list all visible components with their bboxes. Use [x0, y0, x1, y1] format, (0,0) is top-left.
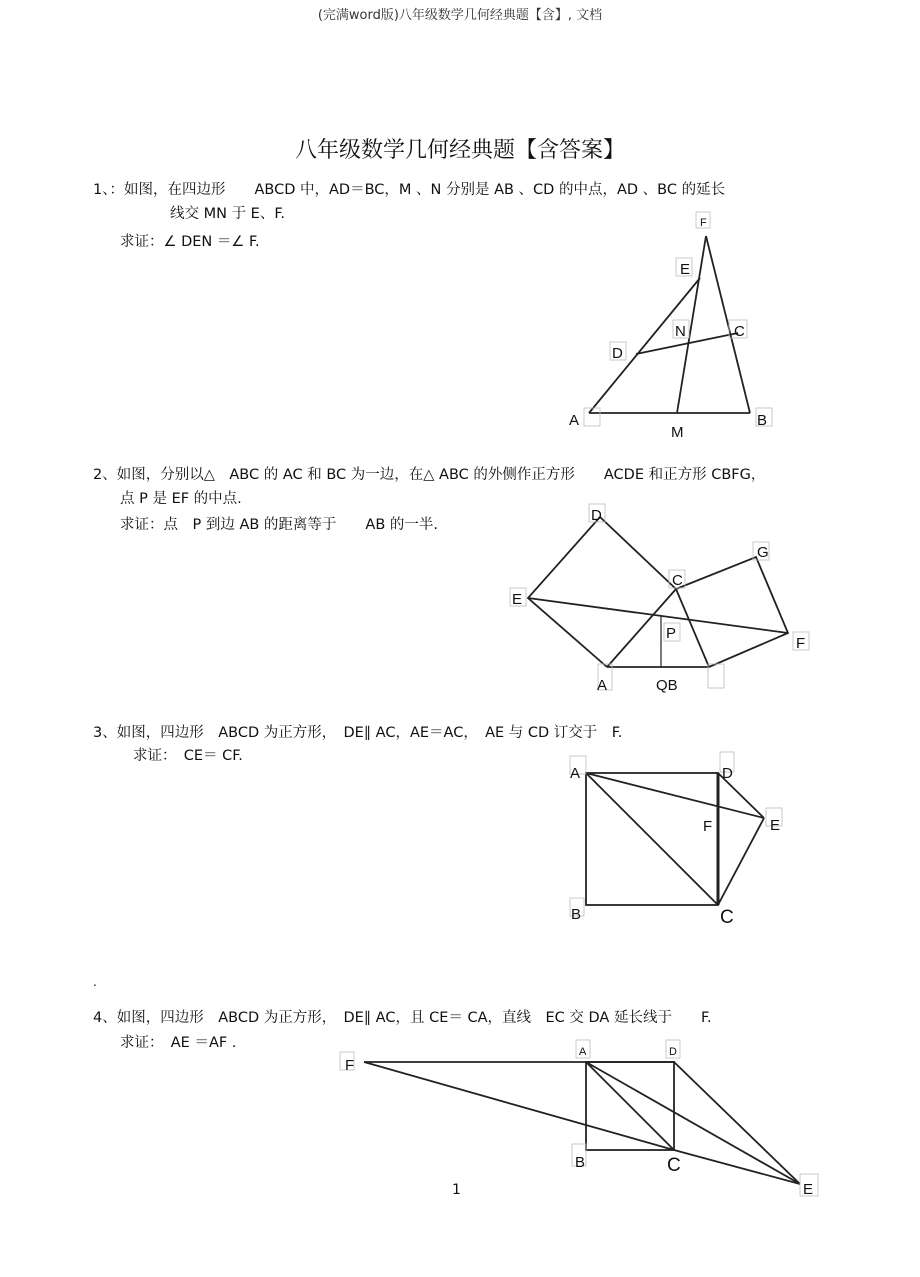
- fig3-label-a: A: [570, 765, 581, 782]
- fig3-label-e: E: [770, 817, 781, 834]
- figure-1: [589, 236, 750, 413]
- problem-3-line-1: 3、如图，四边形 ABCD 为正方形， DE∥ AC，AE＝AC， AE 与 CD 订交于 F.: [93, 725, 623, 741]
- fig4-label-b: B: [575, 1154, 586, 1171]
- separator-dot: .: [93, 975, 97, 989]
- fig1-label-f: F: [700, 217, 707, 229]
- fig1-label-d: D: [612, 345, 623, 362]
- fig1-label-m: M: [671, 424, 684, 441]
- fig3-label-c: C: [720, 907, 734, 928]
- fig2-label-c: C: [672, 572, 683, 589]
- fig1-label-a: A: [569, 412, 580, 429]
- problem-2-prove: 求证：点 P 到边 AB 的距离等于 AB 的一半.: [120, 517, 439, 533]
- fig1-label-b: B: [757, 412, 768, 429]
- fig3-label-f: F: [703, 818, 713, 835]
- figure-3: [586, 773, 764, 905]
- problem-2-line-2: 点 P 是 EF 的中点.: [120, 491, 242, 507]
- problem-2-line-1: 2、如图，分别以△ ABC 的 AC 和 BC 为一边，在△ ABC 的外侧作正方形 ACDE 和正方形 CBFG，: [93, 467, 766, 483]
- fig2-label-g: G: [757, 544, 769, 561]
- fig4-label-e: E: [803, 1181, 814, 1198]
- fig4-label-c: C: [667, 1155, 681, 1176]
- document-header: (完满word版)八年级数学几何经典题【含】, 文档: [317, 8, 603, 23]
- fig3-label-b: B: [571, 906, 582, 923]
- problem-1-prove: 求证：∠ DEN ＝∠ F.: [120, 234, 260, 250]
- problem-3-prove: 求证： CE＝ CF.: [133, 748, 243, 764]
- fig3-label-d: D: [722, 765, 733, 782]
- page-title: 八年级数学几何经典题【含答案】: [294, 138, 625, 163]
- problem-1-line-2: 线交 MN 于 E、F.: [170, 206, 285, 222]
- figure-2: [528, 517, 788, 667]
- fig4-label-f: F: [345, 1057, 355, 1074]
- problem-1-line-1: 1、：如图，在四边形 ABCD 中，AD＝BC，M 、N 分别是 AB 、CD 的中点，AD 、BC 的延长: [93, 182, 726, 198]
- fig4-label-d: D: [669, 1046, 677, 1058]
- fig2-label-qb: QB: [656, 677, 678, 694]
- fig2-label-p: P: [666, 625, 677, 642]
- fig2-label-a: A: [597, 677, 608, 694]
- problem-4-prove: 求证： AE ＝AF .: [120, 1035, 237, 1051]
- fig4-label-a: A: [579, 1046, 587, 1058]
- fig2-label-d: D: [591, 507, 602, 524]
- fig2-label-f: F: [796, 635, 806, 652]
- problem-4-line-1: 4、如图，四边形 ABCD 为正方形， DE∥ AC，且 CE＝ CA，直线 EC 交 DA 延长线于 F.: [93, 1010, 712, 1026]
- fig2-label-e: E: [512, 591, 523, 608]
- fig1-label-e: E: [680, 261, 691, 278]
- page-number: 1: [452, 1182, 461, 1198]
- fig1-label-c: C: [734, 323, 745, 340]
- fig1-label-n: N: [675, 323, 686, 340]
